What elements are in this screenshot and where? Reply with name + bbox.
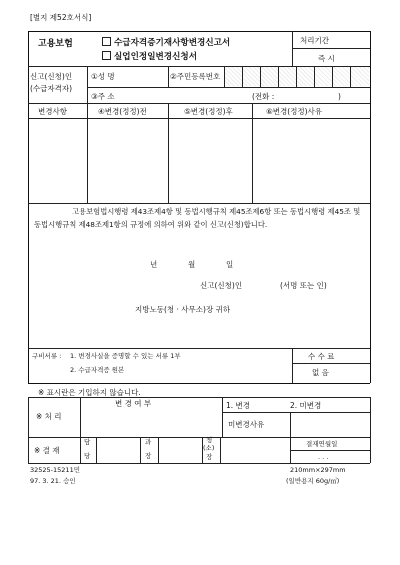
checkbox-icon[interactable] — [102, 51, 111, 60]
change-whether-label: 변 경 여 부 — [115, 399, 152, 408]
option-changed: 1. 변경 — [226, 401, 251, 410]
col-before: ④변경(정정)전 — [98, 107, 147, 116]
date-month: 월 — [188, 260, 196, 269]
paper-type: (일반용지 60g/㎡) — [286, 477, 340, 485]
approval-date: 97. 3. 21. 승인 — [30, 477, 76, 485]
sign-note: (서명 또는 인) — [280, 281, 327, 290]
processing-period-label: 처리기간 — [300, 36, 329, 45]
role-manager-1: 과 — [145, 438, 152, 446]
applicant-label: 신고(신청)인 — [30, 72, 73, 81]
form-code: 32525-15211민 — [30, 466, 80, 474]
approval-date-label: 결재연월일 — [306, 440, 338, 448]
role-staff-1: 담 — [84, 438, 91, 446]
unchanged-reason-label: 미변경사유 — [228, 420, 265, 429]
office-notice: ※ 표시란은 기입하지 않습니다. — [38, 388, 141, 397]
addressee: 지방노동(청 · 사무소)장 귀하 — [135, 305, 231, 314]
role-staff-2: 당 — [84, 452, 91, 460]
role-head-3: 장 — [206, 453, 213, 461]
fee-value: 없 음 — [312, 368, 329, 377]
option-unchanged: 2. 미변경 — [290, 401, 322, 410]
address-label: ③주 소 — [91, 92, 115, 101]
form-number: [별지 제52호서식] — [30, 13, 92, 22]
attachment-item-2: 2. 수급자격증 원본 — [70, 366, 125, 374]
option-report-change[interactable]: 수급자격증기재사항변경신고서 — [102, 36, 230, 48]
signer-label: 신고(신청)인 — [200, 281, 243, 290]
form-title: 고용보험 — [38, 39, 73, 49]
option-date-change[interactable]: 실업인정일변경신청서 — [102, 50, 197, 62]
checkbox-icon[interactable] — [102, 37, 111, 46]
col-reason: ⑥변경(정정)사유 — [266, 107, 323, 116]
attachment-item-1: 1. 변경사실을 증명할 수 있는 서류 1부 — [70, 352, 181, 360]
processing-period-value: 즉 시 — [318, 54, 335, 63]
role-head-2: (소) — [203, 444, 215, 452]
col-after: ⑤변경(정정)후 — [184, 107, 233, 116]
date-day: 일 — [226, 260, 234, 269]
attachments-label: 구비서류 : — [32, 352, 62, 360]
phone-close: ) — [338, 92, 341, 101]
fee-label: 수 수 료 — [308, 352, 335, 361]
paper-size: 210mm×297mm — [290, 466, 346, 474]
name-label: ①성 명 — [91, 72, 115, 81]
role-manager-2: 장 — [145, 452, 152, 460]
role-head-1: 청 — [206, 436, 213, 444]
approval-date-value: . . . — [318, 453, 329, 461]
phone-label: (전화 : — [252, 92, 275, 101]
applicant-sublabel: (수급자격자) — [30, 84, 73, 93]
date-year: 년 — [150, 260, 158, 269]
col-change-item: 변경사항 — [38, 107, 67, 116]
approval-label: ※ 결 재 — [34, 446, 60, 455]
declaration-text: 고용보험법시행령 제43조제4항 및 동법시행규칙 제45조제6항 또는 동법시행령 제45조 및 동법시행규칙 제48조제1항의 규정에 의하여 위와 같이 신고(신청)합니다. — [34, 207, 361, 229]
rrn-label: ②주민등록번호 — [170, 72, 221, 81]
process-label: ※ 처 리 — [36, 412, 62, 421]
